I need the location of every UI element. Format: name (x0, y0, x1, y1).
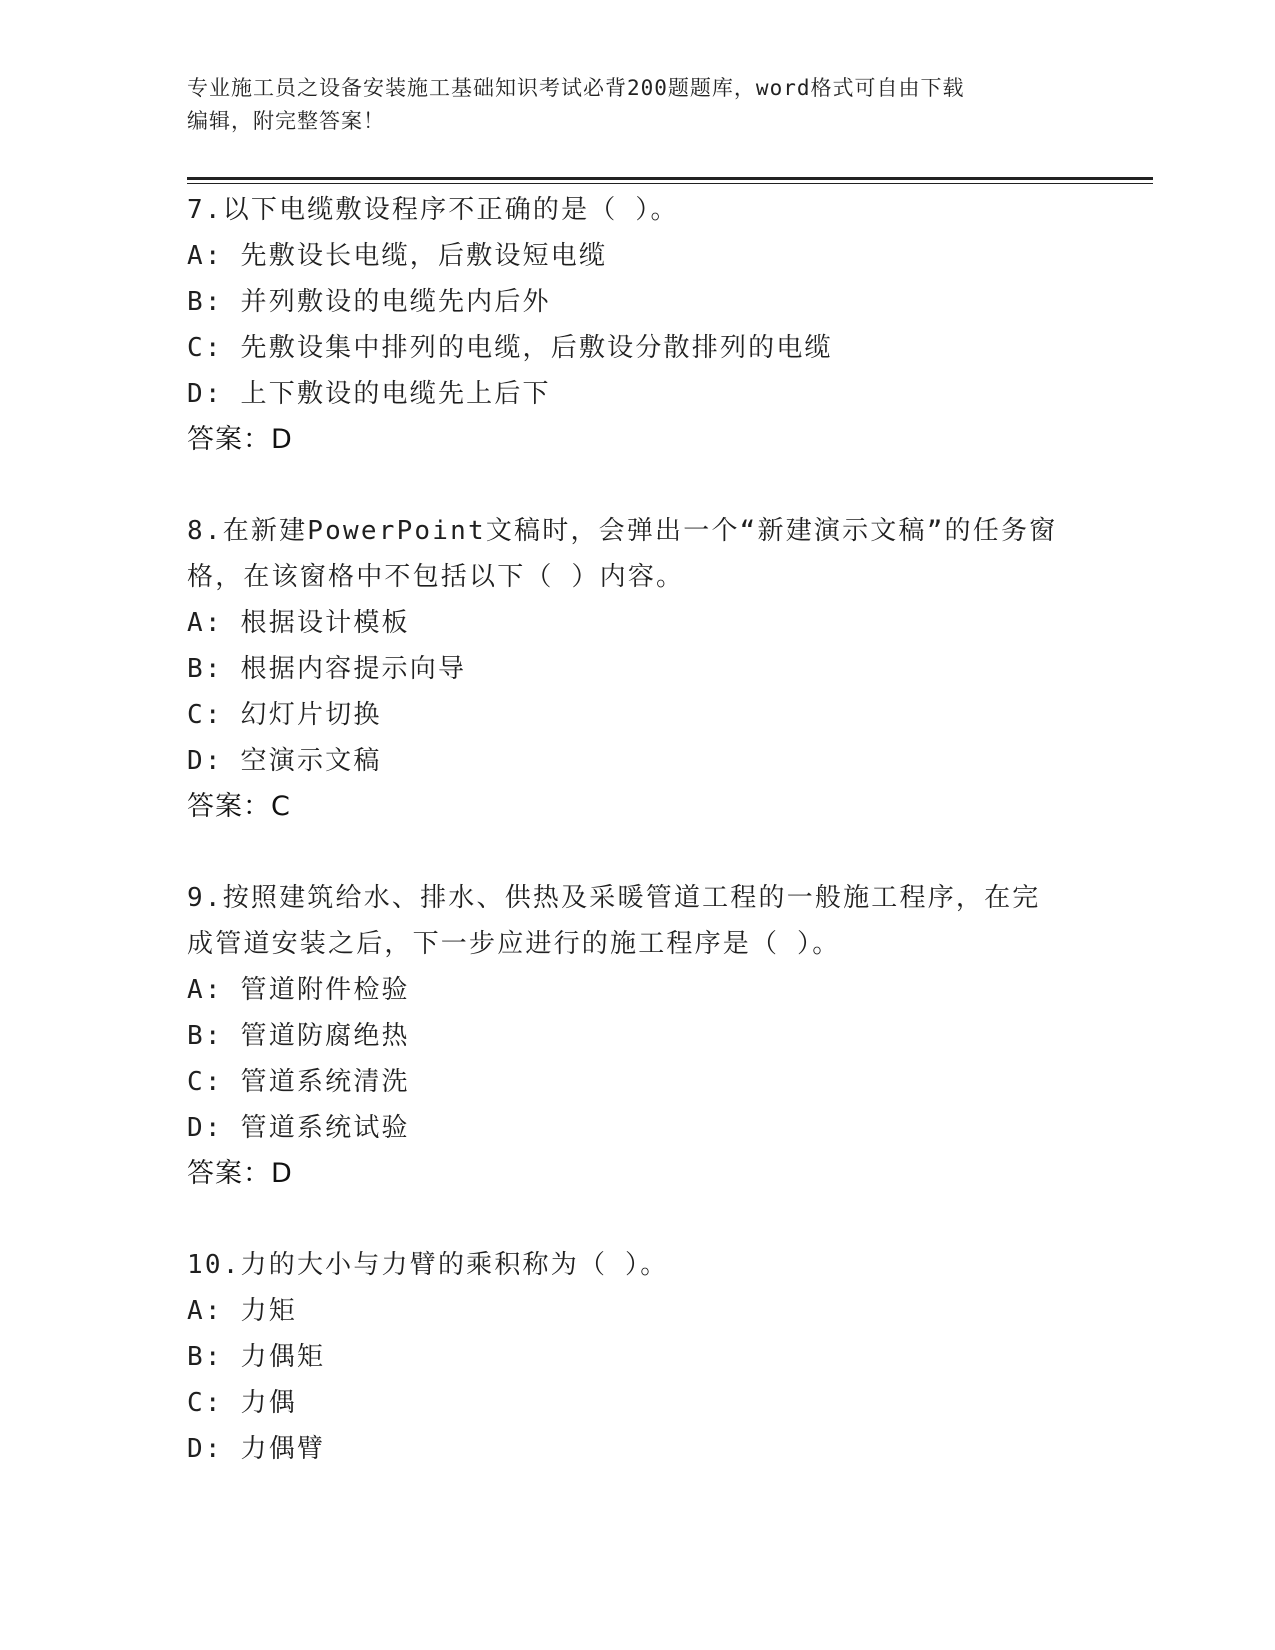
question-list (187, 187, 1087, 1472)
option-d: D: 力偶臂 (187, 1434, 326, 1464)
option-c: C: 先敷设集中排列的电缆，后敷设分散排列的电缆 (187, 333, 833, 363)
question-stem: 7.以下电缆敷设程序不正确的是（ ）。 (187, 195, 679, 225)
option-c: C: 幻灯片切换 (187, 700, 382, 730)
header-title-line-2: 编辑，附完整答案！ (187, 109, 385, 133)
option-a: A: 先敷设长电缆，后敷设短电缆 (187, 241, 608, 271)
question-9 (187, 875, 1087, 1197)
answer-line: 答案：D (187, 424, 293, 455)
question-stem-continued: 格，在该窗格中不包括以下（ ）内容。 (187, 562, 685, 592)
question-spacer (187, 463, 1087, 508)
answer-line: 答案：D (187, 1158, 293, 1189)
option-c: C: 管道系统清洗 (187, 1067, 410, 1097)
question-stem: 8.在新建PowerPoint文稿时，会弹出一个“新建演示文稿”的任务窗 (187, 516, 1058, 546)
question-stem-continued: 成管道安装之后，下一步应进行的施工程序是（ ）。 (187, 929, 841, 959)
option-a: A: 根据设计模板 (187, 608, 410, 638)
header-divider-thick (187, 177, 1153, 180)
question-8 (187, 508, 1087, 830)
option-b: B: 根据内容提示向导 (187, 654, 467, 684)
question-stem: 9.按照建筑给水、排水、供热及采暖管道工程的一般施工程序，在完 (187, 883, 1041, 913)
option-b: B: 并列敷设的电缆先内后外 (187, 287, 551, 317)
document-header (187, 72, 1067, 138)
question-7 (187, 187, 1087, 463)
question-stem: 10.力的大小与力臂的乘积称为（ ）。 (187, 1250, 669, 1280)
option-d: D: 管道系统试验 (187, 1113, 410, 1143)
option-b: B: 管道防腐绝热 (187, 1021, 410, 1051)
answer-line: 答案：C (187, 791, 291, 822)
question-10 (187, 1242, 1087, 1472)
question-spacer (187, 830, 1087, 875)
question-spacer (187, 1197, 1087, 1242)
option-b: B: 力偶矩 (187, 1342, 326, 1372)
option-d: D: 上下敷设的电缆先上后下 (187, 379, 551, 409)
header-title-line-1: 专业施工员之设备安装施工基础知识考试必背200题题库，word格式可自由下载 (187, 76, 965, 100)
option-c: C: 力偶 (187, 1388, 297, 1418)
option-a: A: 管道附件检验 (187, 975, 410, 1005)
header-divider-thin (187, 183, 1153, 184)
option-a: A: 力矩 (187, 1296, 297, 1326)
option-d: D: 空演示文稿 (187, 746, 382, 776)
